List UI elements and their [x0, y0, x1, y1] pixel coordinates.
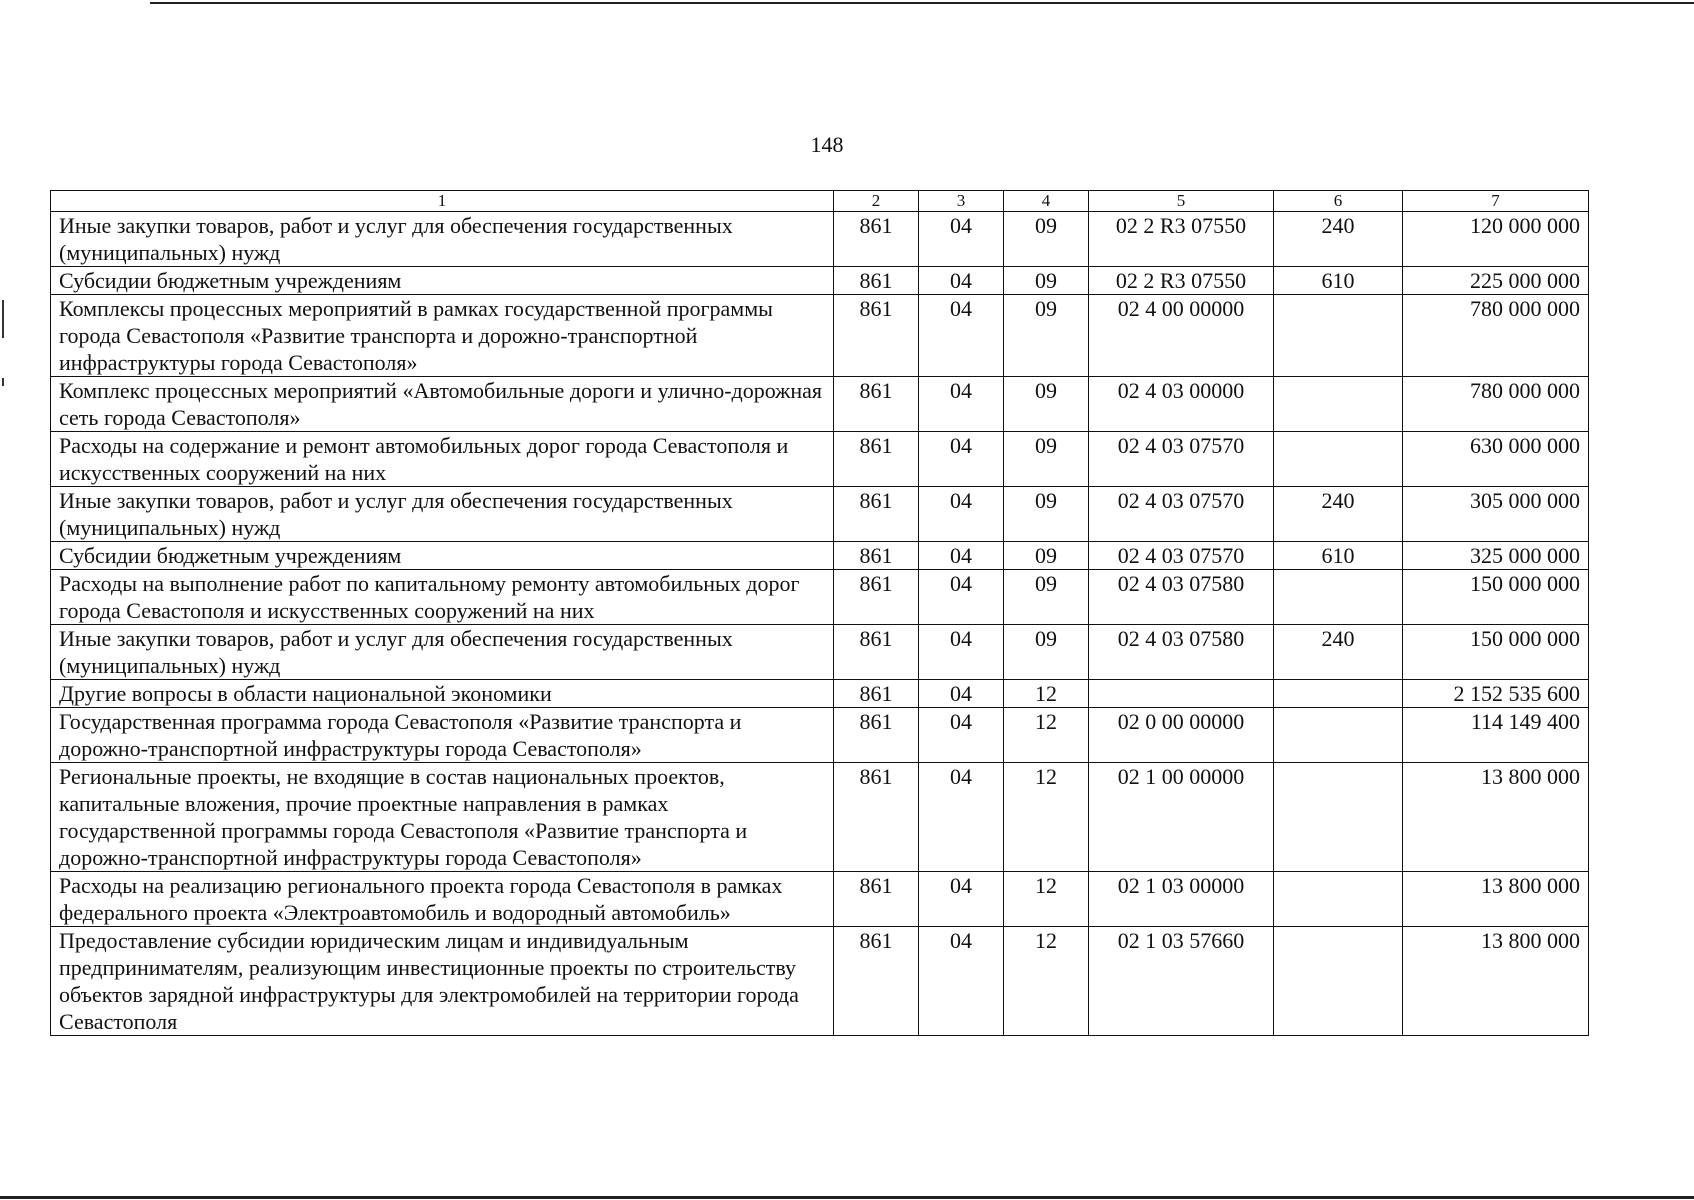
row-ministry-code: 861 [834, 267, 919, 295]
row-name: Иные закупки товаров, работ и услуг для обеспечения государственных (муниципальных) нужд [51, 487, 834, 542]
row-subsection-code: 12 [1004, 708, 1089, 763]
row-subsection-code: 12 [1004, 763, 1089, 872]
table-row [51, 542, 1589, 570]
header-col-expense-type: 6 [1274, 191, 1403, 212]
header-col-ministry: 2 [834, 191, 919, 212]
scan-edge-top [150, 2, 1694, 4]
row-expense-type-code: 610 [1274, 542, 1403, 570]
row-subsection-code: 09 [1004, 542, 1089, 570]
scan-edge-bottom [0, 1196, 1694, 1199]
row-target-code: 02 4 03 00000 [1089, 377, 1274, 432]
row-subsection-code: 09 [1004, 295, 1089, 377]
row-ministry-code: 861 [834, 432, 919, 487]
row-section-code: 04 [919, 267, 1004, 295]
row-target-code [1089, 680, 1274, 708]
row-ministry-code: 861 [834, 295, 919, 377]
table-row [51, 927, 1589, 1036]
row-subsection-code: 09 [1004, 212, 1089, 267]
table-row [51, 267, 1589, 295]
row-ministry-code: 861 [834, 212, 919, 267]
row-name: Иные закупки товаров, работ и услуг для обеспечения государственных (муниципальных) нужд [51, 625, 834, 680]
table-row [51, 708, 1589, 763]
row-amount: 120 000 000 [1403, 212, 1589, 267]
table-row [51, 872, 1589, 927]
table-row [51, 377, 1589, 432]
row-name: Комплексы процессных мероприятий в рамках государственной программы города Севастополя «Развитие транспорта и дорожно-транспортной инфраструктуры города Севастополя» [51, 295, 834, 377]
row-expense-type-code [1274, 377, 1403, 432]
row-amount: 150 000 000 [1403, 570, 1589, 625]
row-amount: 13 800 000 [1403, 763, 1589, 872]
header-col-name: 1 [51, 191, 834, 212]
row-expense-type-code: 240 [1274, 487, 1403, 542]
row-amount: 325 000 000 [1403, 542, 1589, 570]
row-expense-type-code [1274, 295, 1403, 377]
row-name: Расходы на содержание и ремонт автомобильных дорог города Севастополя и искусственных сооружений на них [51, 432, 834, 487]
row-target-code: 02 2 R3 07550 [1089, 267, 1274, 295]
scan-mark-left [2, 378, 4, 386]
row-ministry-code: 861 [834, 708, 919, 763]
row-expense-type-code: 610 [1274, 267, 1403, 295]
row-section-code: 04 [919, 432, 1004, 487]
row-subsection-code: 09 [1004, 570, 1089, 625]
row-target-code: 02 1 03 57660 [1089, 927, 1274, 1036]
table-row [51, 295, 1589, 377]
row-ministry-code: 861 [834, 927, 919, 1036]
row-subsection-code: 09 [1004, 625, 1089, 680]
row-amount: 305 000 000 [1403, 487, 1589, 542]
row-section-code: 04 [919, 542, 1004, 570]
row-amount: 780 000 000 [1403, 295, 1589, 377]
row-section-code: 04 [919, 487, 1004, 542]
row-section-code: 04 [919, 680, 1004, 708]
scan-mark-left [2, 300, 4, 338]
row-section-code: 04 [919, 212, 1004, 267]
budget-table [50, 190, 1589, 1036]
row-ministry-code: 861 [834, 680, 919, 708]
row-expense-type-code [1274, 763, 1403, 872]
row-section-code: 04 [919, 872, 1004, 927]
row-name: Предоставление субсидии юридическим лицам и индивидуальным предпринимателям, реализующим инвестиционные проекты по строительству объектов зарядной инфраструктуры для электромобилей на территории города Севастополя [51, 927, 834, 1036]
row-subsection-code: 12 [1004, 680, 1089, 708]
row-section-code: 04 [919, 295, 1004, 377]
row-expense-type-code [1274, 680, 1403, 708]
row-subsection-code: 12 [1004, 927, 1089, 1036]
row-ministry-code: 861 [834, 487, 919, 542]
row-name: Субсидии бюджетным учреждениям [51, 267, 834, 295]
row-target-code: 02 4 03 07580 [1089, 570, 1274, 625]
row-section-code: 04 [919, 927, 1004, 1036]
row-expense-type-code: 240 [1274, 212, 1403, 267]
row-target-code: 02 4 00 00000 [1089, 295, 1274, 377]
row-amount: 225 000 000 [1403, 267, 1589, 295]
row-expense-type-code [1274, 872, 1403, 927]
row-target-code: 02 1 00 00000 [1089, 763, 1274, 872]
row-name: Расходы на реализацию регионального проекта города Севастополя в рамках федерального проекта «Электроавтомобиль и водородный автомобиль» [51, 872, 834, 927]
table-row [51, 432, 1589, 487]
header-row [51, 191, 1589, 212]
table-row [51, 570, 1589, 625]
row-name: Комплекс процессных мероприятий «Автомобильные дороги и улично-дорожная сеть города Севастополя» [51, 377, 834, 432]
row-ministry-code: 861 [834, 542, 919, 570]
row-ministry-code: 861 [834, 872, 919, 927]
row-expense-type-code [1274, 927, 1403, 1036]
row-amount: 13 800 000 [1403, 872, 1589, 927]
row-target-code: 02 4 03 07580 [1089, 625, 1274, 680]
row-amount: 2 152 535 600 [1403, 680, 1589, 708]
row-target-code: 02 4 03 07570 [1089, 542, 1274, 570]
table-row [51, 487, 1589, 542]
row-subsection-code: 09 [1004, 432, 1089, 487]
row-target-code: 02 4 03 07570 [1089, 487, 1274, 542]
row-subsection-code: 12 [1004, 872, 1089, 927]
row-ministry-code: 861 [834, 570, 919, 625]
row-amount: 630 000 000 [1403, 432, 1589, 487]
table-row [51, 763, 1589, 872]
row-ministry-code: 861 [834, 625, 919, 680]
row-name: Другие вопросы в области национальной экономики [51, 680, 834, 708]
row-section-code: 04 [919, 763, 1004, 872]
row-section-code: 04 [919, 625, 1004, 680]
table-body [51, 212, 1589, 1036]
row-expense-type-code [1274, 570, 1403, 625]
row-name: Субсидии бюджетным учреждениям [51, 542, 834, 570]
header-col-subsection: 4 [1004, 191, 1089, 212]
row-name: Региональные проекты, не входящие в состав национальных проектов, капитальные вложения, прочие проектные направления в рамках государственной программы города Севастополя «Развитие транспорта и дорожно-транспортной инфраструктуры города Севастополя» [51, 763, 834, 872]
row-amount: 150 000 000 [1403, 625, 1589, 680]
row-section-code: 04 [919, 377, 1004, 432]
row-ministry-code: 861 [834, 377, 919, 432]
row-name: Иные закупки товаров, работ и услуг для обеспечения государственных (муниципальных) нужд [51, 212, 834, 267]
row-expense-type-code [1274, 708, 1403, 763]
header-col-amount: 7 [1403, 191, 1589, 212]
row-expense-type-code: 240 [1274, 625, 1403, 680]
table-row [51, 625, 1589, 680]
page-number: 148 [810, 132, 844, 157]
header-col-section: 3 [919, 191, 1004, 212]
row-target-code: 02 0 00 00000 [1089, 708, 1274, 763]
row-target-code: 02 2 R3 07550 [1089, 212, 1274, 267]
row-expense-type-code [1274, 432, 1403, 487]
row-name: Государственная программа города Севастополя «Развитие транспорта и дорожно-транспортной инфраструктуры города Севастополя» [51, 708, 834, 763]
header-col-target: 5 [1089, 191, 1274, 212]
table-row [51, 680, 1589, 708]
row-ministry-code: 861 [834, 763, 919, 872]
row-section-code: 04 [919, 708, 1004, 763]
row-target-code: 02 4 03 07570 [1089, 432, 1274, 487]
row-subsection-code: 09 [1004, 267, 1089, 295]
row-amount: 780 000 000 [1403, 377, 1589, 432]
row-target-code: 02 1 03 00000 [1089, 872, 1274, 927]
row-amount: 114 149 400 [1403, 708, 1589, 763]
row-section-code: 04 [919, 570, 1004, 625]
row-amount: 13 800 000 [1403, 927, 1589, 1036]
row-subsection-code: 09 [1004, 487, 1089, 542]
row-name: Расходы на выполнение работ по капитальному ремонту автомобильных дорог города Севастополя и искусственных сооружений на них [51, 570, 834, 625]
row-subsection-code: 09 [1004, 377, 1089, 432]
table-row [51, 212, 1589, 267]
